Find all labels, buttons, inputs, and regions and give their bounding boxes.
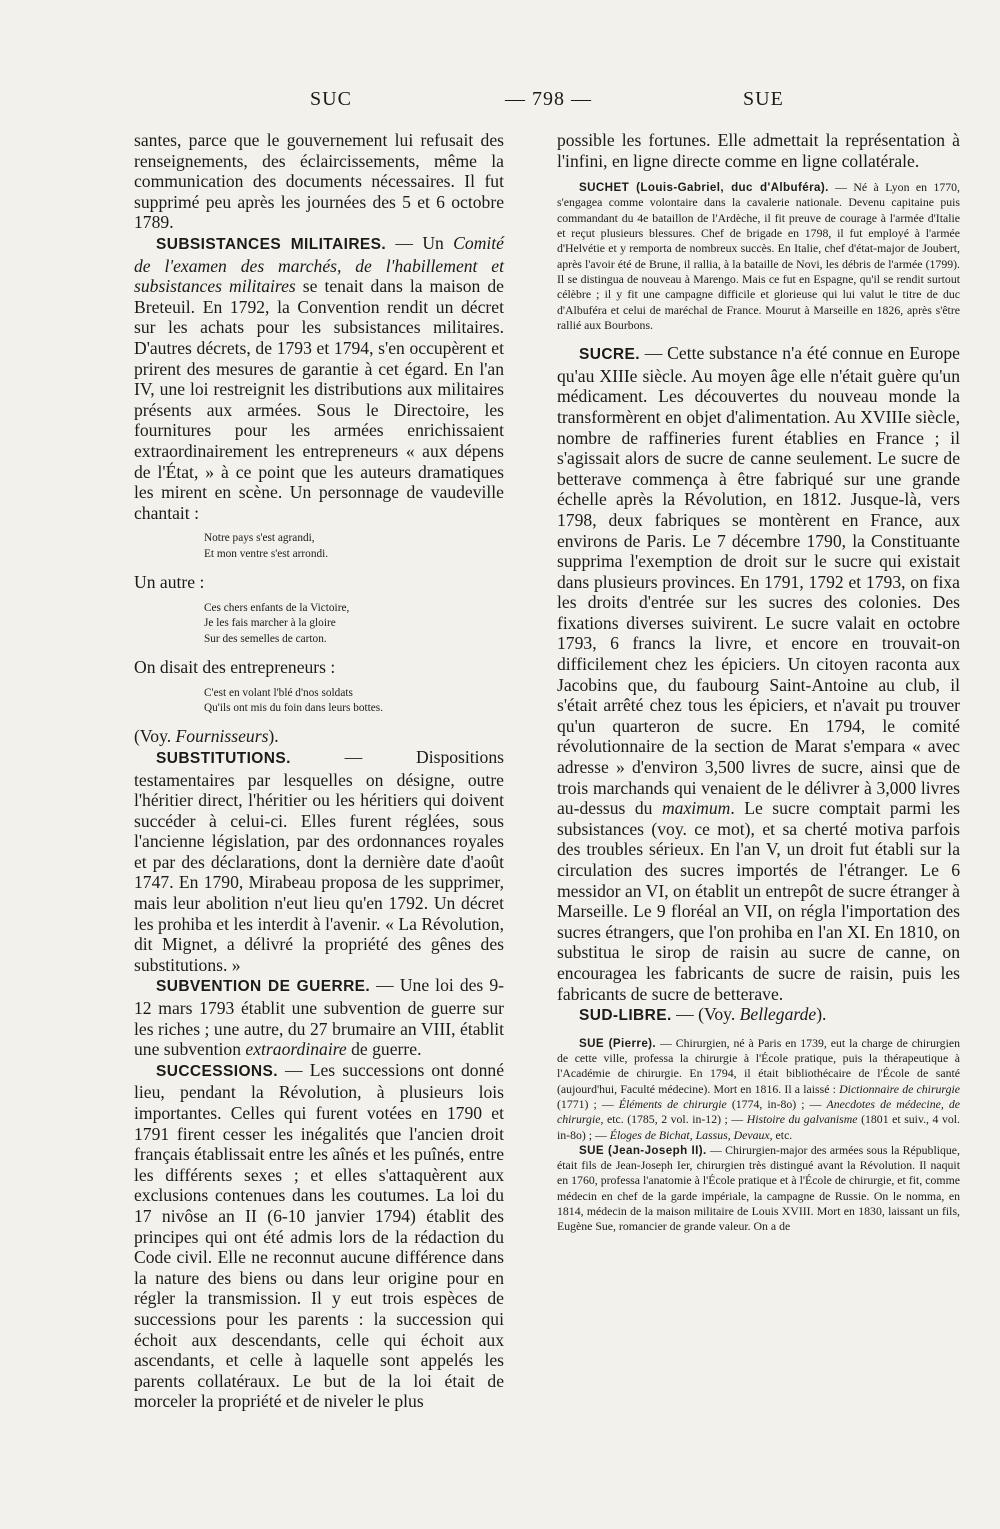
verse-line: C'est en volant l'blé d'nos soldats: [204, 686, 353, 699]
entry-text: (1774, in-8o) ; —: [726, 1096, 827, 1111]
entry-separator: — Un: [386, 232, 454, 253]
verse-line: Je les fais marcher à la gloire: [204, 617, 336, 630]
entry-keyword: SUCCESSIONS.: [156, 1062, 278, 1080]
verse-3: [204, 686, 504, 717]
entry-keyword: SUCHET (Louis-Gabriel, duc d'Albuféra).: [579, 181, 829, 195]
work-title: Histoire du galvanisme: [746, 1112, 858, 1127]
entry-text: (1801 et suiv., 4 vol. in-8o) ; —: [557, 1112, 960, 1142]
cross-reference: [134, 726, 504, 747]
entry-keyword: SUBVENTION DE GUERRE.: [156, 978, 371, 996]
entry-keyword: SUD-LIBRE.: [579, 1007, 672, 1025]
paragraph-text: Un autre :: [134, 572, 205, 593]
entry-text: , etc. (1785, 2 vol. in-12) ; —: [600, 1112, 747, 1127]
entry-text: — Chirurgien, né à Paris en 1739, eut la charge de chirurgien de cette ville, professa la chirurgie à l'École pratique, puis la thérapeutique à l'Académie de chirurgie. En 1794, il était bibliothécaire de l'École de santé (aujourd'hui, Faculté médecine). Mort en 1816. Il a laissé :: [557, 1035, 960, 1096]
verse-line: Notre pays s'est agrandi,: [204, 532, 315, 545]
entry-text: (1771) ; —: [557, 1096, 619, 1111]
paragraph-entrepreneurs: [134, 657, 504, 678]
entry-suchet: [557, 180, 960, 333]
reference-suffix: ).: [816, 1004, 827, 1025]
work-title: Éloges de Bichat, Lassus, Devaux: [609, 1127, 770, 1142]
entry-text-end: . Le sucre comptait parmi les subsistances (voy. ce mot), et sa cherté motiva parfois des troubles sérieux. En l'an V, un droit fut établi sur la circulation des sucres importés de l'étranger. Le 6 messidor an VI, on établit un entrepôt de sucre étranger à Marseille. Le 9 floréal an VII, on régla l'importation des sucres étrangers, que l'on prohiba en l'an XI. En 1810, on substitua le sirop de raisin au sucre de canne, on encouragea les fabricants de sucre de raisin, puis les fabricants de sucre de betterave.: [557, 798, 960, 1004]
verse-line: Ces chers enfants de la Victoire,: [204, 601, 350, 614]
entry-text: — Cette substance n'a été connue en Europe qu'au XIIIe siècle. Au moyen âge elle n'était guère qu'un médicament. Les découvertes du nouveau monde la transformèrent en objet d'alimentation. Au XVIIIe siècle, nombre de raffineries furent établies en France ; il s'agissait alors de sucre de canne seulement. Le sucre de betterave commença à être fabriqué sur une grande échelle après la Révolution, en 1812. Jusque-là, vers 1798, deux fabriques se montèrent en France, aux environs de Paris. Le 7 décembre 1790, la Constituante supprima l'exemption de droit sur le sucre qui existait dans plusieurs provinces. En 1791, 1792 et 1793, on fixa les droits d'entrée sur les sucres des colonies. Des fixations diverses suivirent. Le sucre valait en octobre 1793, 6 francs la livre, et encore en trouvait-on difficilement chez les épiciers. Un citoyen raconta aux Jacobins que, du faubourg Saint-Antoine au club, il s'était arrêté chez tous les épiciers, et n'avait pu trouver qu'un quarteron de sucre. En 1794, le comité révolutionnaire de la section de Marat s'empara « avec adresse » d'environ 3,500 livres de sucre, ainsi que de trois marchands qui venaient de le délivrer à 3,000 livres au-dessus du: [557, 343, 960, 819]
entry-italic: maximum: [661, 798, 731, 819]
entry-text: , etc.: [769, 1127, 793, 1142]
paragraph-text: possible les fortunes. Elle admettait la représentation à l'infini, en ligne directe comme en ligne collatérale.: [557, 130, 960, 171]
verse-2: [204, 601, 504, 647]
entry-keyword: SUE (Pierre).: [579, 1036, 657, 1050]
header-right-entry: SUE: [743, 88, 784, 110]
verse-line: Et mon ventre s'est arrondi.: [204, 547, 329, 560]
reference-prefix: (Voy.: [134, 726, 176, 747]
reference-target: Bellegarde: [739, 1004, 817, 1025]
entry-text: — Dispositions testamentaires par lesquelles on désigne, outre l'héritier direct, l'héritier ou les héritiers qui doivent succéder à celui-ci. Elles furent réglées, sous l'ancienne législation, par des ordonnances royales et par des déclarations, dont la dernière date d'août 1747. En 1790, Mirabeau proposa de les supprimer, mais leur abolition n'eut lieu qu'en 1792. Un décret les prohiba et les interdit à l'avenir. « La Révolution, dit Mignet, a délivré la propriété des gênes des substitutions. »: [134, 746, 504, 975]
left-column: [134, 130, 504, 1412]
work-title: Anecdotes de médecine, de chirurgie: [557, 1096, 960, 1127]
entry-sud-libre: [557, 1004, 960, 1027]
entry-keyword: SUBSTITUTIONS.: [156, 749, 291, 767]
paragraph-text: santes, parce que le gouvernement lui refusait des renseignements, des éclaircissements, même la communication des documents nécessaires. Il fut supprimé peu après les journées des 5 et 6 octobre 1789.: [134, 130, 504, 233]
entry-sue-pierre: [557, 1036, 960, 1143]
entry-text: — Une loi des 9-12 mars 1793 établit une subvention de guerre sur les riches ; une autre, du 27 brumaire an VIII, établit une subvention: [134, 975, 504, 1060]
page-number: — 798 —: [505, 88, 592, 110]
entry-subsistances-militaires: [134, 233, 504, 523]
entry-text: — Chirurgien-major des armées sous la République, était fils de Jean-Joseph Ier, chirurgien très distingué avant la Révolution. Il naquit en 1760, professa l'anatomie à l'École pratique et à l'École de chirurgie, et fit, comme médecin en chef de la garde impériale, la campagne de Russie. On le nomma, en 1814, médecin de la maison militaire de Louis XVIII. Mort en 1830, laissant un fils, Eugène Sue, romancier de grande valeur. On a de: [557, 1142, 960, 1234]
reference-target: Fournisseurs: [175, 726, 269, 747]
entry-sucre: [557, 343, 960, 1004]
verse-1: [204, 531, 504, 562]
entry-keyword: SUCRE.: [579, 346, 640, 364]
entry-substitutions: [134, 747, 504, 976]
work-title: Dictionnaire de chirurgie: [839, 1081, 960, 1096]
entry-italic: extraordinaire: [245, 1039, 347, 1060]
page-header: [135, 88, 895, 118]
right-column: [557, 130, 960, 1235]
verse-line: Qu'ils ont mis du foin dans leurs bottes.: [204, 701, 384, 714]
entry-keyword: SUE (Jean-Joseph II).: [579, 1143, 707, 1157]
header-left-entry: SUC: [310, 88, 352, 110]
paragraph-continuation: [134, 130, 504, 233]
entry-subvention-de-guerre: [134, 975, 504, 1059]
verse-line: Sur des semelles de carton.: [204, 632, 327, 645]
entry-text: — Né à Lyon en 1770, s'engagea comme volontaire dans la cavalerie nationale. Devenu capitaine puis commandant du 4e bataillon de l'Ardèche, il fit preuve de courage à l'armée d'Italie et reçut plusieurs blessures. Chef de brigade en 1798, il fut employé à l'armée d'Helvétie et y remporta de nombreux succès. En Italie, chef d'état-major de Joubert, après l'avoir été de Brune, il rallia, à la bataille de Novi, les débris de l'armée (1799). Il se distingua de nouveau à Marengo. Mais ce fut en Espagne, qu'il se rendit surtout célèbre ; il y fit une campagne difficile et glorieuse qui lui valut le titre de duc d'Albuféra et celui de maréchal de France. Mourut à Marseille en 1826, après s'être rallié aux Bourbons.: [557, 180, 960, 332]
entry-text-end: de guerre.: [346, 1039, 422, 1060]
entry-italic: Comité de l'examen des marchés, de l'habillement et subsistances militaires: [134, 232, 504, 297]
entry-sue-jean-joseph: [557, 1143, 960, 1235]
entry-text: se tenait dans la maison de Breteuil. En 1792, la Convention rendit un décret sur les achats pour les subsistances militaires. D'autres décrets, de 1793 et 1794, s'en occupèrent et prirent des mesures de garantie à cet égard. En l'an IV, une loi restreignit les distributions aux militaires présents aux armées. Sous le Directoire, les fournitures pour les armées enrichissaient extraordinairement les entrepreneurs « aux dépens de l'État, » à ce point que les auteurs dramatiques les mirent en scène. Un personnage de vaudeville chantait :: [134, 276, 504, 523]
entry-text: — Les successions ont donné lieu, pendant la Révolution, à plusieurs lois importantes. Celles qui furent votées en 1790 et 1791 firent cesser les inégalités que l'ancien droit français établissait entre les aînés et les puînés, entre les différents sexes ; et elles s'attaquèrent aux exclusions contenues dans les coutumes. La loi du 17 nivôse an II (6-10 janvier 1794) établit des principes qui ont été admis lors de la rédaction du Code civil. Elle ne reconnut aucune différence dans la nature des biens ou dans leur origine pour en régler la transmission. Il y eut trois espèces de successions pour les parents : la succession qui échoit aux descendants, celle qui échoit aux ascendants, et celle à laquelle sont appelés les parents collatéraux. Le but de la loi était de morceler la propriété et de niveler le plus: [134, 1059, 504, 1412]
entry-successions: [134, 1060, 504, 1412]
paragraph-continuation: [557, 130, 960, 171]
paragraph-text: On disait des entrepreneurs :: [134, 656, 336, 677]
entry-keyword: SUBSISTANCES MILITAIRES.: [156, 235, 387, 253]
paragraph-un-autre: [134, 572, 504, 593]
work-title: Éléments de chirurgie: [618, 1096, 727, 1111]
reference-suffix: ).: [268, 726, 279, 747]
reference-prefix: — (Voy.: [671, 1004, 740, 1025]
